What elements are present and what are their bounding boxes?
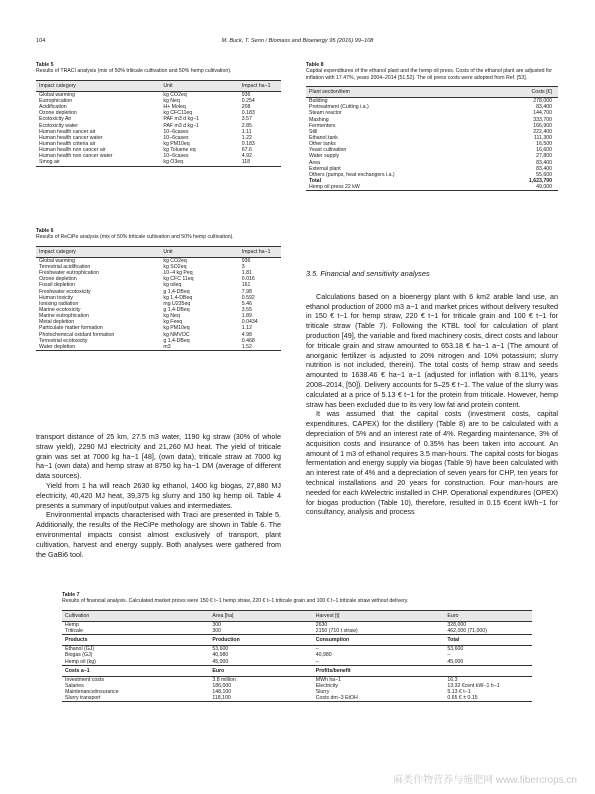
total-value: 1,623,700 [528, 178, 552, 185]
cell-value: 936 [241, 257, 251, 264]
row-label: Global warming [39, 257, 76, 264]
table-6-caption [36, 228, 281, 241]
cell-value: 118,100 [212, 695, 231, 702]
table-7-grid [62, 610, 532, 703]
paragraph: It was assumed that the capital costs (investment costs, capital expenditures, CAPEX) for the distillery (Table 8) are to be calculated with a depreciation of 5% and an interest rate of 4%. Regarding maintenance, 3% of acquisition costs and insurance of 0.35% has been taken into account. An amount of 1 m3 of ethanol requires 3.5 man-hours. The capital costs for biogas fermentation and energy supply via biogas (Table 9) have been calculated with an interest rate of 4% and a depreciation of seven years for CHP, ten years for technical installations and 20 years for construction. Four man-hours are needed for each kWelectric installed in CHP. Operational expenditures (OPEX) for biogas production (Table 10), therefore, resulted in 0.15 €cent kWh−1 for consultancy, analysis and process [306, 409, 558, 517]
cell-value: kg CO2eq [163, 257, 187, 264]
cell-value: 53,600 [447, 646, 464, 653]
table-row [306, 184, 558, 191]
cell-value: 0.468 [241, 337, 255, 344]
row-label: Hemp oil (kg) [65, 658, 96, 665]
column-header: Impact category [39, 248, 76, 255]
cell-value: 1.52 [241, 343, 252, 350]
cell-value: kg Toluene eq [163, 147, 196, 154]
column-header: Harvest [t] [315, 612, 340, 619]
row-label: Ecotoxicity Air [39, 116, 72, 123]
row-label: Particulate matter formation [39, 325, 103, 332]
table-row [62, 628, 532, 635]
cell-value: 27,800 [536, 153, 552, 160]
cell-value: 7.98 [241, 288, 252, 295]
section-header: Products [65, 637, 88, 644]
cell-value: mg U235eq [163, 300, 191, 307]
table-7 [62, 592, 532, 702]
cell-value: 3.55 [241, 307, 252, 313]
row-label: Mashing [309, 116, 329, 123]
paragraph: Environmental impacts characterised with Traci are presented in Table 5. Additionally, the results of the ReCiPe methology are shown in Table 6. The environmental impacts consist almost exclusively of transport, plant cultivation, harvest and energy supply. Both analyses were gathered from the GaBi6 tool. [36, 510, 281, 559]
right-body-text [306, 269, 558, 517]
row-label: Water supply [309, 153, 340, 160]
row-label: Ethanol (GJ) [65, 646, 95, 653]
row-label: Human health criteria air [39, 141, 96, 147]
section-header: Euro [212, 667, 225, 674]
cell-value: 2150 (710 t straw) [315, 627, 358, 634]
cell-value: 40,980 [212, 652, 229, 659]
section-header: Costs a−1 [65, 667, 90, 674]
cell-value: kg oileq [163, 282, 182, 289]
cell-value: 0.592 [241, 294, 255, 301]
cell-value: – [447, 652, 451, 659]
cell-value: 1.22 [241, 134, 252, 141]
cell-value: H+ Moleq [163, 104, 186, 111]
row-label: External plant [309, 165, 341, 172]
cell-value: 186,000 [212, 683, 232, 689]
paragraph: transport distance of 25 km, 27.5 m3 water, 1190 kg straw (30% of whole straw yield), 2290 MJ electricity and 21,260 MJ heat. The yield of triticale grain was set at 7000 kg ha−1 [48], (own data), triticale straw at 7000 kg ha−1 (own data) and hemp straw at 8750 kg ha−1 DM (average of different data sources). [36, 432, 281, 481]
cell-value: 148,100 [212, 689, 232, 696]
row-label: Marine ecotoxicity [39, 307, 81, 313]
row-label: Slurry transport [65, 695, 101, 702]
cell-value: 333,700 [533, 116, 552, 123]
row-label: Freshwater eutrophication [39, 270, 99, 277]
row-label: Water depletion [39, 343, 76, 350]
cell-value: 10−6cases [163, 153, 189, 160]
row-label: Human health non cancer air [39, 147, 106, 154]
table-header-row [36, 80, 281, 91]
cell-value: kg CFC11eq [163, 110, 193, 117]
table-header-row [306, 86, 558, 97]
row-label: Steam reactor [309, 110, 342, 117]
table-section-header-row [62, 665, 532, 676]
cell-value: kg Neq [163, 97, 180, 104]
table-header-row [62, 610, 532, 621]
row-label: Human health cancer water [39, 134, 103, 141]
left-body-text [36, 432, 281, 559]
table-7-title: Table 7 [62, 592, 80, 598]
row-label: Still [309, 128, 318, 135]
cell-value: 10−6cases [163, 128, 189, 135]
table-row [306, 98, 558, 105]
cell-value: 4.98 [241, 331, 252, 338]
cell-value: 222,400 [533, 128, 552, 135]
row-label: Terrestrial acidification [39, 263, 91, 270]
section-header: Consumption [315, 637, 350, 644]
row-label: Pretreatment (Cutting i.a.) [309, 104, 369, 111]
cell-value: 3 [241, 263, 245, 270]
cell-value: – [315, 658, 319, 665]
cell-value: 161 [241, 282, 251, 289]
cell-value: kg Neq [163, 313, 180, 320]
row-label: Others (pumps, heat exchangers i.a.) [309, 171, 395, 178]
cell-value: kg O3eq [163, 159, 184, 166]
cell-value: kg NMVOC [163, 331, 190, 338]
table-6 [36, 228, 281, 351]
page-number: 104 [36, 38, 46, 44]
cell-value: 300 [212, 621, 222, 628]
section-header: Profits/benefit [315, 667, 351, 674]
cell-value: 111,300 [534, 134, 552, 141]
cell-value: MWh ha−1 [315, 676, 342, 683]
table-5-title: Table 5 [36, 62, 54, 68]
cell-value: 208 [241, 104, 251, 111]
cell-value: 328,000 [447, 621, 467, 628]
row-label: Salaries [65, 683, 84, 689]
cell-value: 13.32 €cent kW−1 h−1 [447, 683, 500, 689]
row-label: Human toxicity [39, 294, 74, 301]
cell-value: 1.81 [241, 270, 252, 277]
cell-value: kg PM10eq [163, 141, 190, 147]
cell-value: 5.13 € t−1 [447, 689, 471, 696]
running-header [36, 38, 559, 48]
row-label: Marine eutrophication [39, 313, 89, 320]
row-label: Ozone depletion [39, 276, 77, 283]
row-label: Hemp [65, 621, 79, 628]
row-label: Triticale [65, 627, 83, 634]
column-header: Unit [163, 248, 173, 255]
cell-value: 10−6cases [163, 134, 189, 141]
column-header: Unit [163, 82, 173, 89]
column-header: Plant section/item [309, 88, 350, 95]
cell-value: PAF m3 d kg−1 [163, 116, 199, 123]
row-label: Other tanks [309, 141, 336, 148]
cell-value: 300 [212, 627, 222, 634]
cell-value: g 1,4-DBeq [163, 337, 190, 344]
row-label: Terrestrial ecotoxicity [39, 337, 88, 344]
cell-value: 83,400 [536, 159, 552, 166]
cell-value: 0.254 [241, 97, 255, 104]
cell-value: 1.89 [241, 313, 252, 320]
cell-value: 83,400 [536, 165, 552, 172]
cell-value: 3.8 million [212, 676, 236, 683]
column-header: Euro [447, 612, 459, 619]
table-row [62, 621, 532, 628]
section-header: Total [447, 637, 460, 644]
row-label: Eutrophication [39, 97, 73, 104]
table-5 [36, 62, 281, 167]
watermark: 麻类作物营养与施肥网 www.fibercrops.cn [393, 775, 577, 786]
column-header: Impact category [39, 82, 76, 89]
table-row [62, 646, 532, 653]
column-header: Impact ha−1 [241, 82, 271, 89]
row-label: Ozone depletion [39, 110, 77, 117]
cell-value: kg CO2eq [163, 91, 187, 98]
table-row [36, 91, 281, 98]
cell-value: 0.0434 [241, 319, 258, 326]
cell-value: kg SO2eq [163, 263, 187, 270]
table-row [36, 159, 281, 166]
table-5-caption [36, 62, 281, 75]
cell-value: 2.85 [241, 122, 252, 129]
row-label: Fermenters [309, 122, 336, 129]
cell-value: 40,980 [315, 652, 332, 659]
cell-value: 5.46 [241, 300, 252, 307]
column-header: Costs [€] [531, 88, 552, 95]
row-label: Maintenance/insurance [65, 689, 119, 696]
cell-value: 0.183 [241, 141, 255, 147]
cell-value: Costs dm−3 EtOH [315, 695, 358, 702]
row-label: Fossil depletion [39, 282, 76, 289]
cell-value: g 1,4-DBeq [163, 288, 190, 295]
cell-value: 118 [241, 159, 251, 166]
cell-value: 278,000 [533, 98, 552, 105]
cell-value: 1.12 [241, 325, 252, 332]
row-label: Biogas (GJ) [65, 652, 93, 659]
table-8-title: Table 8 [306, 62, 324, 68]
cell-value: 936 [241, 91, 251, 98]
table-7-caption [62, 592, 532, 605]
cell-value: kg 1,4-DBeq [163, 294, 193, 301]
cell-value: Electricity [315, 683, 338, 689]
paragraph: Yield from 1 ha will reach 2630 kg ethanol, 1400 kg biogas, 27,880 MJ electricity, 40,420 MJ heat, 39,375 kg slurry and 150 kg hemp oil. Table 4 presents a summary of input/output values and intermediates. [36, 480, 281, 510]
section-header: Production [212, 637, 240, 644]
section-heading: 3.5. Financial and sensitivity analyses [306, 269, 430, 278]
row-label: Global warming [39, 91, 76, 98]
table-8-caption [306, 62, 558, 81]
cell-value: 0.65 € ± 0.15 [447, 695, 478, 702]
cell-value: 144,700 [533, 110, 552, 117]
cell-value: 83,400 [536, 104, 552, 111]
table-6-caption-text: Results of ReCiPe analysis (mix of 50% triticale cultivation and 50% hemp cultivation). [36, 234, 234, 241]
cell-value: 16,500 [536, 141, 552, 148]
cell-value: 1.11 [241, 128, 252, 135]
journal-reference: M. Buck, T. Senn / Biomass and Bioenergy 95 (2016) 99–108 [221, 38, 374, 44]
cell-value: 166,900 [533, 122, 552, 129]
table-5-grid [36, 80, 281, 167]
table-6-title: Table 6 [36, 228, 54, 234]
row-label: Acidification [39, 104, 67, 111]
row-label: Area [309, 159, 320, 166]
row-label: Smog air [39, 159, 60, 166]
column-header: Cultivation [65, 612, 90, 619]
row-label: Photochemical oxidant formation [39, 331, 115, 338]
cell-value: 462,000 (71,000) [447, 627, 487, 634]
table-header-row [36, 246, 281, 257]
cell-value: 10−4 kg Peq [163, 270, 193, 277]
table-8-grid [306, 86, 558, 192]
cell-value: m3 [163, 343, 171, 350]
cell-value: 16.3 [447, 676, 458, 683]
cell-value: 2630 [315, 621, 328, 628]
cell-value: 45,000 [212, 658, 229, 665]
table-row [62, 659, 532, 666]
table-row [36, 257, 281, 264]
cell-value: 45,000 [447, 658, 464, 665]
row-label: Building [309, 98, 328, 105]
row-label: Yeast cultivation [309, 147, 347, 154]
section-header [447, 665, 532, 676]
table-8 [306, 62, 558, 191]
row-label: Ionising radiation [39, 300, 79, 307]
table-6-grid [36, 246, 281, 352]
row-label: Hemp oil press 22 kW [309, 184, 360, 191]
row-value: 49,000 [536, 184, 552, 191]
cell-value: 4.92 [241, 153, 252, 160]
row-label: Human health non cancer water [39, 153, 113, 160]
row-label: Human health cancer air [39, 128, 96, 135]
cell-value: 16,600 [536, 147, 552, 154]
row-label: Ecotoxicity water [39, 122, 78, 129]
column-header: Impact ha−1 [241, 248, 271, 255]
cell-value: – [315, 646, 319, 653]
row-label: Metal depletion [39, 319, 75, 326]
cell-value: kg Feeq [163, 319, 183, 326]
row-label: Freshwater ecotoxicity [39, 288, 91, 295]
cell-value: kg PM10eq [163, 325, 190, 332]
cell-value: 67.6 [241, 147, 252, 154]
cell-value: 3.57 [241, 116, 252, 123]
cell-value: 0.183 [241, 110, 255, 117]
table-row [62, 676, 532, 683]
cell-value: Slurry [315, 689, 330, 696]
table-row [36, 344, 281, 351]
cell-value: g 1,4-DBeq [163, 307, 190, 313]
table-8-caption-text: Capital expenditures of the ethanol plant and the hemp oil press. Costs of the ethanol plant are adjusted for inflation with 17.47%, years 2004–2014 [51,52]. The oil press costs were adopted from Ref. [53]. [306, 68, 552, 81]
cell-value: PAF m3 d kg−1 [163, 122, 199, 129]
table-section-header-row [62, 635, 532, 646]
table-row [62, 695, 532, 702]
cell-value: kg CFC 11eq [163, 276, 194, 283]
paragraph: Calculations based on a bioenergy plant with 6 km2 arable land use, an ethanol production of 2000 m3 a−1 and market prices without delivery resulted in 150 € t−1 for hemp straw, 220 € t−1 for triticale grain and 100 € t−1 for triticale straw (Table 7). Following the KTBL tool for calculation of plant production [49], the variable and fixed machinery costs, direct costs and labour for triticale grain and straw amounted to 653.18 € ha−1 a−1 (The amount of anorganic fertilizer is adjusted to 20% nitrogen and 10% potassium; slurry nutrition is not included, therein). The total costs of hemp straw and seeds amounted to 1638.46 € ha−1 a−1 (adjusted for inflation with 8.11%, years 2008–2014, [50]). Delivery accounts for 5–25 € t−1. The value of the slurry was calculated at a price of 5.13 € t−1 for the protein from triticale. However, hemp straw has been excluded due to its very low fat and protein content. [306, 291, 558, 409]
cell-value: 0.016 [241, 276, 255, 283]
column-header: Area [ha] [212, 612, 234, 619]
cell-value: 55,600 [536, 171, 552, 178]
total-label: Total [309, 178, 322, 185]
row-label: Investment costs [65, 676, 104, 683]
cell-value: 53,600 [212, 646, 229, 653]
table-5-caption-text: Results of TRACI analysis (mix of 50% triticale cultivation and 50% hemp cultivation). [36, 68, 232, 75]
table-7-caption-text: Results of financial analysis. Calculated market prices were 150 € t−1 hemp straw, 220 € t−1 triticale grain and 100 € t−1 triticale straw without delivery. [62, 598, 409, 605]
row-label: Ethanol tank [309, 134, 338, 141]
